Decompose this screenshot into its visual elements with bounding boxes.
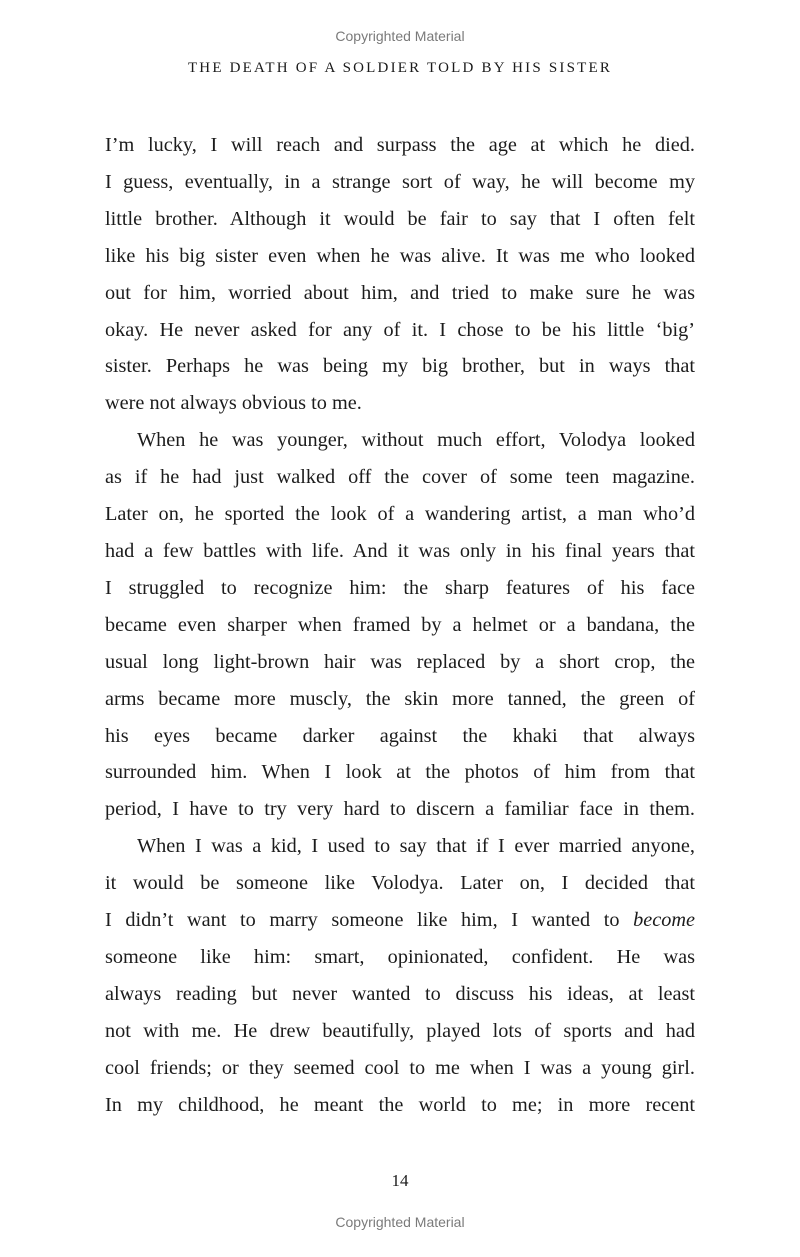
text-line: had a few battles with life. And it was only in his final years that — [105, 539, 695, 562]
text-span: I didn’t want to marry someone like him, I wanted to — [105, 909, 634, 932]
text-line: little brother. Although it would be fair to say that I often felt — [105, 207, 695, 230]
text-line: When he was younger, without much effort, Volodya looked — [137, 429, 695, 452]
page-number: 14 — [391, 1171, 409, 1190]
text-line: When I was a kid, I used to say that if I ever married anyone, — [137, 835, 695, 858]
text-line: became even sharper when framed by a helmet or a bandana, the — [105, 613, 695, 636]
text-line: out for him, worried about him, and tried to make sure he was — [105, 281, 695, 304]
text-line — [105, 902, 695, 939]
text-line: were not always obvious to me. — [105, 392, 362, 415]
text-line: cool friends; or they seemed cool to me when I was a young girl. — [105, 1056, 695, 1079]
copyright-watermark-top: Copyrighted Material — [335, 28, 465, 44]
text-line: not with me. He drew beautifully, played lots of sports and had — [105, 1019, 695, 1042]
text-line: surrounded him. When I look at the photos of him from that — [105, 761, 695, 784]
text-line: his eyes became darker against the khaki that always — [105, 724, 695, 747]
text-line: Later on, he sported the look of a wandering artist, a man who’d — [105, 503, 695, 526]
body-text — [105, 127, 695, 1123]
text-line: as if he had just walked off the cover of some teen magazine. — [105, 466, 695, 489]
text-line: usual long light-brown hair was replaced by a short crop, the — [105, 650, 695, 673]
text-line: I’m lucky, I will reach and surpass the age at which he died. — [105, 134, 695, 156]
text-line: like his big sister even when he was alive. It was me who looked — [105, 244, 695, 267]
running-head: THE DEATH OF A SOLDIER TOLD BY HIS SISTER — [187, 60, 613, 76]
text-line: it would be someone like Volodya. Later on, I decided that — [105, 872, 695, 895]
copyright-watermark-bottom: Copyrighted Material — [335, 1214, 465, 1230]
text-line: someone like him: smart, opinionated, confident. He was — [105, 945, 695, 968]
text-line: okay. He never asked for any of it. I chose to be his little ‘big’ — [105, 318, 695, 341]
text-line: I guess, eventually, in a strange sort of way, he will become my — [105, 170, 695, 193]
text-line: period, I have to try very hard to discern a familiar face in them. — [105, 798, 695, 821]
emphasis: become — [633, 909, 695, 932]
text-line: I struggled to recognize him: the sharp features of his face — [105, 576, 695, 599]
text-line: In my childhood, he meant the world to me; in more recent — [105, 1093, 695, 1116]
text-line: sister. Perhaps he was being my big brother, but in ways that — [105, 355, 695, 378]
text-line: arms became more muscly, the skin more tanned, the green of — [105, 687, 695, 710]
text-line: always reading but never wanted to discuss his ideas, at least — [105, 982, 695, 1005]
